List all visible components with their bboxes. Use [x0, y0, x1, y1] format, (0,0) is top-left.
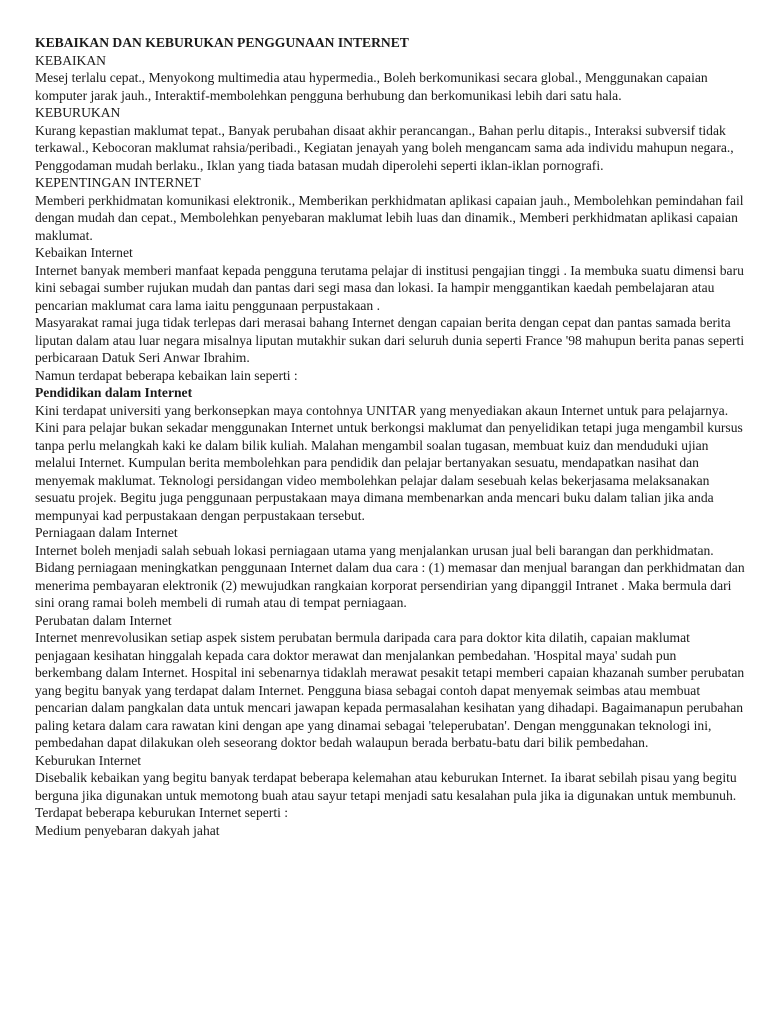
perniagaan-heading: Perniagaan dalam Internet [35, 525, 178, 540]
kepentingan-heading: KEPENTINGAN INTERNET [35, 175, 201, 190]
pendidikan-paragraph: Kini terdapat universiti yang berkonsepkan maya contohnya UNITAR yang menyediakan akaun Internet untuk para pelajarnya. Kini para pelajar bukan sekadar menggunakan Internet untuk berkongsi maklumat dan penyelidikan tetapi juga mengambil kursus tanpa perlu melangkah kaki ke dalam bilik kuliah. Malahan mengambil soalan tugasan, membuat kuiz dan menduduki ujian melalui Internet. Kumpulan berita membolehkan para pendidik dan pelajar bertanyakan sesuatu, mendapatkan nasihat dan menyemak maklumat. Teknologi persidangan video membolehkan pelajar dalam sesebuah kelas bekerjasama melaksanakan sesuatu projek. Begitu juga penggunaan perpustakaan maya dimana membenarkan anda mencari buku dalam talian jika anda mempunyai kad perpustakaan dengan perpustakaan tersebut. [35, 402, 743, 523]
perniagaan-paragraph: Internet boleh menjadi salah sebuah lokasi perniagaan utama yang menjalankan urusan jual beli barangan dan perkhidmatan. Bidang perniagaan meningkatkan penggunaan Internet dalam dua cara : (1) memasar dan menjual barangan dan perkhidmatan dan menerima pembayaran elektronik (2) mewujudkan rangkaian korporat persendirian yang dipanggil Intranet . Maka bermula dari sini orang ramai boleh membeli di rumah atau di tempat perniagaan. [35, 542, 745, 610]
pendidikan-heading: Pendidikan dalam Internet [35, 385, 193, 400]
keburukan-internet-heading: Keburukan Internet [35, 752, 142, 768]
kebaikan-internet-paragraph-3: Namun terdapat beberapa kebaikan lain seperti : [35, 367, 298, 383]
keburukan-paragraph: Kurang kepastian maklumat tepat., Banyak perubahan disaat akhir perancangan., Bahan perlu ditapis., Interaksi subversif tidak terkawal., Kebocoran maklumat rahsia/peribadi., Kegiatan jenayah yang boleh mengancam sama ada individu mahupun negara., Penggodaman mudah berlaku., Iklan yang tiada batasan mudah diperolehi seperti iklan-iklan pornografi. [35, 122, 734, 173]
kebaikan-heading: KEBAIKAN [35, 52, 106, 68]
perubatan-heading: Perubatan dalam Internet [35, 612, 172, 628]
kebaikan-internet-paragraph-1: Internet banyak memberi manfaat kepada pengguna terutama pelajar di institusi pengajian tinggi . Ia membuka suatu dimensi baru kini sebagai sumber rujukan mudah dan pantas dari segi masa dan lokasi. Ia hampir menggantikan kaedah pembelajaran atau pencarian maklumat cara lama iaitu penggunaan perpustakaan . [35, 262, 744, 313]
kepentingan-paragraph: Memberi perkhidmatan komunikasi elektronik., Memberikan perkhidmatan aplikasi capaian jauh., Membolehkan pemindahan fail dengan mudah dan cepat., Membolehkan penyebaran maklumat lebih luas dan dinamik., Memberi perkhidmatan aplikasi capaian maklumat. [35, 192, 744, 243]
document-page [35, 34, 745, 839]
keburukan-internet-intro: Terdapat beberapa keburukan Internet seperti : [35, 805, 289, 820]
keburukan-heading: KEBURUKAN [35, 105, 121, 120]
keburukan-internet-paragraph: Disebalik kebaikan yang begitu banyak terdapat beberapa kelemahan atau keburukan Internet. Ia ibarat sebilah pisau yang begitu berguna jika digunakan untuk memotong buah atau sayur tetapi menjadi satu kesalahan pula jika ia digunakan untuk membunuh. [35, 770, 737, 803]
perubatan-paragraph: Internet menrevolusikan setiap aspek sistem perubatan bermula daripada cara para doktor kita dilatih, capaian maklumat penjagaan kesihatan hinggalah kepada cara doktor merawat dan menjalankan pembedahan. 'Hospital maya' sudah pun berkembang dalam Internet. Hospital ini sebenarnya tidaklah merawat pesakit tetapi memberi capaian khazanah sumber perubatan yang begitu banyak yang terdapat dalam Internet. Pengguna biasa sebagai contoh dapat menyemak seimbas atau membuat pencarian dalam pangkalan data untuk mencari jawapan kepada permasalahan kesihatan yang dihadapi. Bagaimanapun perubahan paling ketara dalam cara rawatan kini dengan ape yang dinamai sebagai 'teleperubatan'. Dengan menggunakan teknologi ini, pembedahan dapat dilakukan oleh seseorang doktor bedah walaupun berada berbatu-batu dari bilik pembedahan. [35, 630, 745, 750]
document-title: KEBAIKAN DAN KEBURUKAN PENGGUNAAN INTERNET [35, 35, 409, 50]
kebaikan-paragraph: Mesej terlalu cepat., Menyokong multimedia atau hypermedia., Boleh berkomunikasi secara global., Menggunakan capaian komputer jarak jauh., Interaktif-membolehkan pengguna berhubung dan berkomunikasi lebih dari satu hala. [35, 70, 708, 103]
kebaikan-internet-heading: Kebaikan Internet [35, 245, 133, 260]
keburukan-internet-item: Medium penyebaran dakyah jahat [35, 822, 220, 838]
kebaikan-internet-paragraph-2: Masyarakat ramai juga tidak terlepas dari merasai bahang Internet dengan capaian berita dengan cepat dan pantas samada berita liputan dalam atau luar negara misalnya liputan mutakhir sukan dari seluruh dunia seperti France '98 mahupun berita panas seperti perbicaraan Datuk Seri Anwar Ibrahim. [35, 315, 745, 365]
